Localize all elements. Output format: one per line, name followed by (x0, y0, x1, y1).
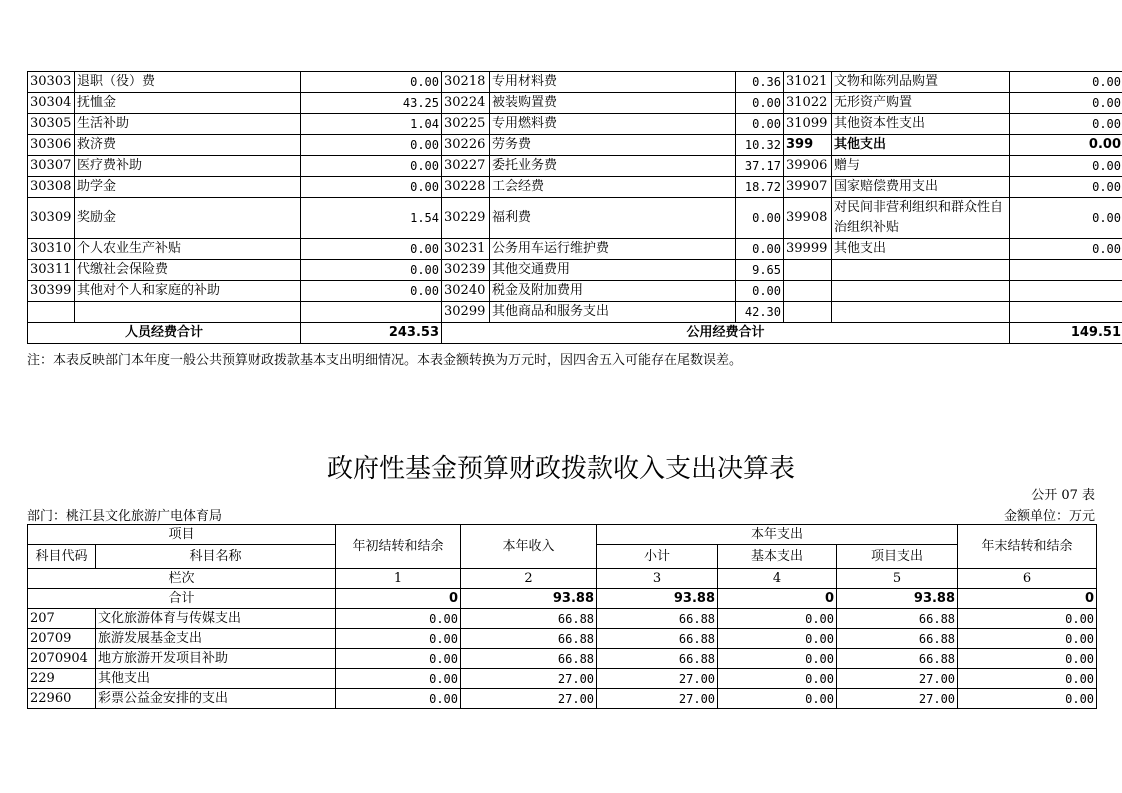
subject-code: 30309 (28, 198, 75, 239)
subject-code: 30303 (28, 72, 75, 93)
subject-code: 30307 (28, 156, 75, 177)
header-closing: 年末结转和结余 (958, 525, 1097, 569)
amount: 0.00 (1010, 198, 1122, 239)
opening-amount: 0.00 (336, 649, 461, 669)
column-index: 1 (336, 569, 461, 589)
amount: 0.00 (1010, 93, 1122, 114)
project-amount: 27.00 (837, 669, 958, 689)
subject-name: 其他支出 (832, 239, 1010, 260)
subject-code: 20709 (28, 629, 96, 649)
opening-amount: 0.00 (336, 689, 461, 709)
subtotal-amount: 66.88 (597, 609, 718, 629)
table-row (28, 239, 1122, 260)
subject-code: 30226 (442, 135, 490, 156)
subject-name: 其他资本性支出 (832, 114, 1010, 135)
amount: 0.36 (736, 72, 784, 93)
header-opening: 年初结转和结余 (336, 525, 461, 569)
subject-name: 地方旅游开发项目补助 (96, 649, 336, 669)
amount: 0.00 (736, 239, 784, 260)
subject-name: 其他商品和服务支出 (490, 302, 736, 323)
subject-code: 30308 (28, 177, 75, 198)
subject-code: 22960 (28, 689, 96, 709)
header-project: 项目支出 (837, 545, 958, 569)
amount (1010, 281, 1122, 302)
subject-name: 委托业务费 (490, 156, 736, 177)
table-row (28, 135, 1122, 156)
opening-amount: 0.00 (336, 669, 461, 689)
total-public-value: 149.51 (1010, 323, 1122, 344)
table-row (28, 609, 1097, 629)
basic-amount: 0.00 (718, 689, 837, 709)
header-subject-code: 科目代码 (28, 545, 96, 569)
amount: 0.00 (736, 198, 784, 239)
amount: 0.00 (301, 260, 442, 281)
department-label: 部门：桃江县文化旅游广电体育局 (27, 509, 223, 524)
total-subtotal: 93.88 (597, 589, 718, 609)
table-row (28, 114, 1122, 135)
subject-code: 30224 (442, 93, 490, 114)
unit-label: 金额单位：万元 (1003, 509, 1095, 524)
table-row (28, 649, 1097, 669)
column-index: 6 (958, 569, 1097, 589)
amount: 0.00 (736, 281, 784, 302)
table-row (28, 629, 1097, 649)
income-amount: 66.88 (461, 609, 597, 629)
basic-amount: 0.00 (718, 649, 837, 669)
amount: 0.00 (301, 156, 442, 177)
table-row (28, 302, 1122, 323)
income-amount: 66.88 (461, 629, 597, 649)
header-basic: 基本支出 (718, 545, 837, 569)
subject-name: 无形资产购置 (832, 93, 1010, 114)
subject-code: 30310 (28, 239, 75, 260)
government-fund-table (27, 524, 1097, 709)
subject-name: 代缴社会保险费 (75, 260, 301, 281)
amount: 0.00 (301, 177, 442, 198)
subtotal-amount: 27.00 (597, 669, 718, 689)
subject-code: 30229 (442, 198, 490, 239)
amount: 0.00 (301, 135, 442, 156)
totals-row (28, 323, 1122, 344)
subject-code: 30399 (28, 281, 75, 302)
subject-code: 31022 (784, 93, 832, 114)
subject-code: 30305 (28, 114, 75, 135)
subject-code: 30225 (442, 114, 490, 135)
subject-name: 医疗费补助 (75, 156, 301, 177)
subject-code (28, 302, 75, 323)
subject-code: 399 (784, 135, 832, 156)
subject-name: 个人农业生产补贴 (75, 239, 301, 260)
subject-name: 退职（役）费 (75, 72, 301, 93)
amount: 0.00 (1010, 72, 1122, 93)
income-amount: 27.00 (461, 669, 597, 689)
income-amount: 66.88 (461, 649, 597, 669)
amount: 9.65 (736, 260, 784, 281)
subject-name: 对民间非营利组织和群众性自治组织补贴 (832, 198, 1010, 239)
subject-code: 31021 (784, 72, 832, 93)
subject-code: 30231 (442, 239, 490, 260)
total-income: 93.88 (461, 589, 597, 609)
project-amount: 66.88 (837, 649, 958, 669)
opening-amount: 0.00 (336, 629, 461, 649)
project-amount: 66.88 (837, 609, 958, 629)
subject-code: 30304 (28, 93, 75, 114)
subject-name: 救济费 (75, 135, 301, 156)
subject-code: 39906 (784, 156, 832, 177)
income-amount: 27.00 (461, 689, 597, 709)
amount: 0.00 (736, 114, 784, 135)
table-code: 公开 07 表 (1031, 488, 1095, 503)
subject-code: 39999 (784, 239, 832, 260)
subject-code: 39907 (784, 177, 832, 198)
subject-name: 赠与 (832, 156, 1010, 177)
amount: 1.04 (301, 114, 442, 135)
subject-name: 奖励金 (75, 198, 301, 239)
subject-name: 其他支出 (832, 135, 1010, 156)
opening-amount: 0.00 (336, 609, 461, 629)
closing-amount: 0.00 (958, 629, 1097, 649)
column-index: 4 (718, 569, 837, 589)
subtotal-amount: 66.88 (597, 649, 718, 669)
subject-code: 30218 (442, 72, 490, 93)
subject-name: 助学金 (75, 177, 301, 198)
header-expense: 本年支出 (597, 525, 958, 545)
subject-name (832, 260, 1010, 281)
subject-code: 229 (28, 669, 96, 689)
closing-amount: 0.00 (958, 609, 1097, 629)
total-personnel-label: 人员经费合计 (28, 323, 301, 344)
subject-name: 税金及附加费用 (490, 281, 736, 302)
subtotal-amount: 66.88 (597, 629, 718, 649)
table-row (28, 93, 1122, 114)
table-row (28, 260, 1122, 281)
header-subtotal: 小计 (597, 545, 718, 569)
amount: 1.54 (301, 198, 442, 239)
subject-code: 207 (28, 609, 96, 629)
subject-code: 30299 (442, 302, 490, 323)
amount: 0.00 (301, 72, 442, 93)
subject-code (784, 302, 832, 323)
subject-code: 31099 (784, 114, 832, 135)
amount: 18.72 (736, 177, 784, 198)
subject-code (784, 281, 832, 302)
subject-name: 旅游发展基金支出 (96, 629, 336, 649)
amount: 42.30 (736, 302, 784, 323)
subject-name: 文物和陈列品购置 (832, 72, 1010, 93)
subject-code: 2070904 (28, 649, 96, 669)
amount: 0.00 (301, 239, 442, 260)
subject-code: 39908 (784, 198, 832, 239)
closing-amount: 0.00 (958, 649, 1097, 669)
subject-name: 其他交通费用 (490, 260, 736, 281)
table-note: 注：本表反映部门本年度一般公共预算财政拨款基本支出明细情况。本表金额转换为万元时，因四舍五入可能存在尾数误差。 (27, 353, 743, 368)
amount: 10.32 (736, 135, 784, 156)
total-basic: 0 (718, 589, 837, 609)
closing-amount: 0.00 (958, 669, 1097, 689)
subject-name: 生活补助 (75, 114, 301, 135)
total-public-label: 公用经费合计 (442, 323, 1010, 344)
amount: 43.25 (301, 93, 442, 114)
project-amount: 66.88 (837, 629, 958, 649)
amount: 0.00 (1010, 239, 1122, 260)
table-row (28, 177, 1122, 198)
subject-name: 工会经费 (490, 177, 736, 198)
amount (1010, 302, 1122, 323)
project-amount: 27.00 (837, 689, 958, 709)
subject-name: 公务用车运行维护费 (490, 239, 736, 260)
subject-code: 30227 (442, 156, 490, 177)
subject-name: 专用燃料费 (490, 114, 736, 135)
total-label: 合计 (28, 589, 336, 609)
subject-code: 30228 (442, 177, 490, 198)
amount: 37.17 (736, 156, 784, 177)
subject-name: 文化旅游体育与传媒支出 (96, 609, 336, 629)
amount: 0.00 (1010, 114, 1122, 135)
subject-name: 福利费 (490, 198, 736, 239)
subject-code: 30239 (442, 260, 490, 281)
column-index: 2 (461, 569, 597, 589)
amount (301, 302, 442, 323)
subject-code: 30306 (28, 135, 75, 156)
subject-code: 30240 (442, 281, 490, 302)
column-index-label: 栏次 (28, 569, 336, 589)
table-row (28, 689, 1097, 709)
amount: 0.00 (1010, 156, 1122, 177)
subject-name: 国家赔偿费用支出 (832, 177, 1010, 198)
total-project: 93.88 (837, 589, 958, 609)
header-income: 本年收入 (461, 525, 597, 569)
header-subject-name: 科目名称 (96, 545, 336, 569)
table-row (28, 156, 1122, 177)
column-index: 5 (837, 569, 958, 589)
subtotal-amount: 27.00 (597, 689, 718, 709)
amount: 0.00 (736, 93, 784, 114)
closing-amount: 0.00 (958, 689, 1097, 709)
subject-name (832, 302, 1010, 323)
subject-name: 被装购置费 (490, 93, 736, 114)
total-row (28, 589, 1097, 609)
total-personnel-value: 243.53 (301, 323, 442, 344)
basic-expense-detail-table (27, 71, 1122, 344)
total-closing: 0 (958, 589, 1097, 609)
column-index-row (28, 569, 1097, 589)
table-row (28, 198, 1122, 239)
column-index: 3 (597, 569, 718, 589)
amount: 0.00 (301, 281, 442, 302)
basic-amount: 0.00 (718, 629, 837, 649)
table-row (28, 281, 1122, 302)
subject-code: 30311 (28, 260, 75, 281)
subject-name: 专用材料费 (490, 72, 736, 93)
subject-name (75, 302, 301, 323)
fund-table-title: 政府性基金预算财政拨款收入支出决算表 (326, 454, 795, 484)
table-row (28, 72, 1122, 93)
amount (1010, 260, 1122, 281)
subject-name: 其他对个人和家庭的补助 (75, 281, 301, 302)
subject-name: 其他支出 (96, 669, 336, 689)
table-row (28, 669, 1097, 689)
subject-name: 彩票公益金安排的支出 (96, 689, 336, 709)
subject-name (832, 281, 1010, 302)
subject-name: 劳务费 (490, 135, 736, 156)
basic-amount: 0.00 (718, 669, 837, 689)
subject-name: 抚恤金 (75, 93, 301, 114)
total-opening: 0 (336, 589, 461, 609)
amount: 0.00 (1010, 177, 1122, 198)
subject-code (784, 260, 832, 281)
amount: 0.00 (1010, 135, 1122, 156)
header-item: 项目 (28, 525, 336, 545)
basic-amount: 0.00 (718, 609, 837, 629)
